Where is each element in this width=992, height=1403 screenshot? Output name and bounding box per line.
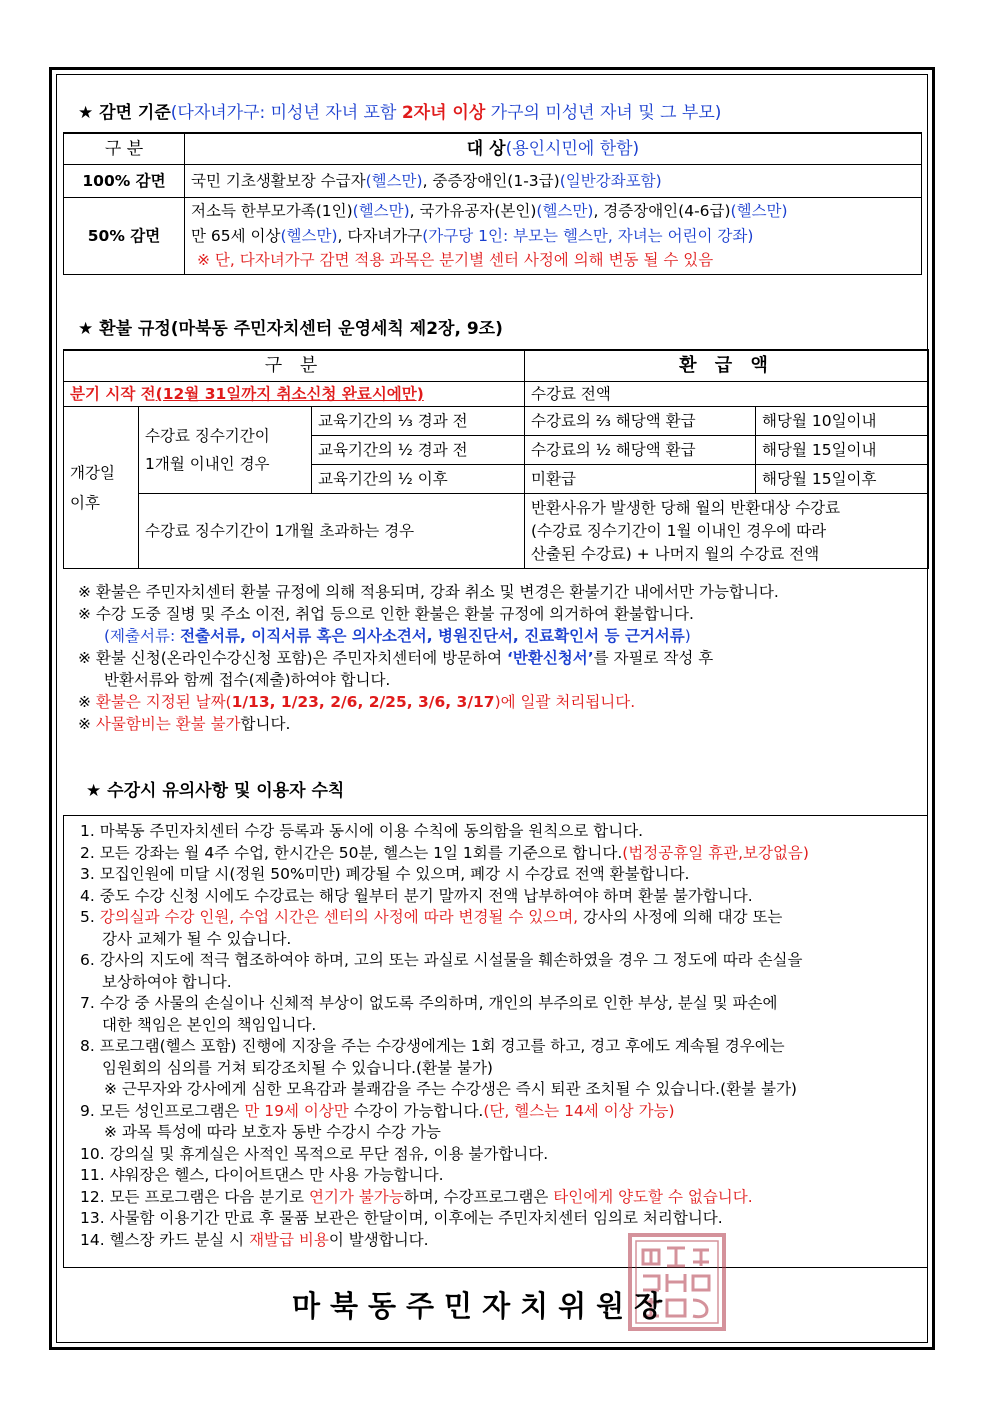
note-2-documents: (제출서류: 전출서류, 이직서류 혹은 의사소견서, 병원진단서, 진료확인서 등 근거서류) xyxy=(104,627,691,645)
refund-header-amount: 환 급 액 xyxy=(525,350,929,382)
usage-rules-title: ★ 수강시 유의사항 및 이용자 수칙 xyxy=(86,781,345,801)
discount-header-category: 구 분 xyxy=(64,133,185,165)
refund-when-2: 해당월 15일이내 xyxy=(756,436,929,465)
rule-13: 13. 사물함 이용기간 만료 후 물품 보관은 한달이며, 이후에는 주민자치센터 임의로 처리합니다. xyxy=(80,1209,723,1227)
rule-6: 6. 강사의 지도에 적극 협조하여야 하며, 고의 또는 과실로 시설물을 훼손하였을 경우 그 정도에 따라 손실을 xyxy=(80,951,803,969)
rule-7: 7. 수강 중 사물의 손실이나 신체적 부상이 없도록 주의하며, 개인의 부주의로 인한 부상, 분실 및 파손에 xyxy=(80,994,778,1012)
refund-amount-1: 수강료의 ⅔ 해당액 환급 xyxy=(525,407,756,436)
rule-1: 1. 마북동 주민자치센터 수강 등록과 동시에 이용 수칙에 동의함을 원칙으로 합니다. xyxy=(80,822,644,840)
discount-50-label: 50% 감면 xyxy=(64,198,185,275)
refund-when-1: 해당월 10일이내 xyxy=(756,407,929,436)
refund-table xyxy=(63,349,929,569)
rule-12: 12. 모든 프로그램은 다음 분기로 연기가 불가능하며, 수강프로그램은 타인에게 양도할 수 없습니다. xyxy=(80,1187,753,1206)
refund-before-amount: 수강료 전액 xyxy=(525,382,929,407)
rule-14: 14. 헬스장 카드 분실 시 재발급 비용이 발생합니다. xyxy=(80,1230,429,1249)
note-3-cont: 반환서류와 함께 접수(제출)하여야 합니다. xyxy=(104,671,391,689)
refund-cond-1: 교육기간의 ⅓ 경과 전 xyxy=(312,407,525,436)
discount-100-label: 100% 감면 xyxy=(64,165,185,198)
refund-header-category: 구 분 xyxy=(64,350,525,382)
refund-cond-3: 교육기간의 ½ 이후 xyxy=(312,465,525,494)
rule-11: 11. 샤워장은 헬스, 다이어트댄스 만 사용 가능합니다. xyxy=(80,1166,444,1184)
rule-8: 8. 프로그램(헬스 포함) 진행에 지장을 주는 수강생에게는 1회 경고를 하고, 경고 후에도 계속될 경우에는 xyxy=(80,1037,785,1055)
refund-rules-title: ★ 환불 규정(마북동 주민자치센터 운영세칙 제2장, 9조) xyxy=(78,319,503,339)
rule-8-note: ※ 근무자와 강사에게 심한 모욕감과 불쾌감을 주는 수강생은 즉시 퇴관 조치될 수 있습니다.(환불 불가) xyxy=(104,1080,797,1098)
refund-before-start: 분기 시작 전(12월 31일까지 취소신청 완료시에만) xyxy=(64,382,525,407)
refund-when-3: 해당월 15일이후 xyxy=(756,465,929,494)
discount-table xyxy=(63,132,922,275)
rule-9: 9. 모든 성인프로그램은 만 19세 이상만 수강이 가능합니다.(단, 헬스는 14세 이상 가능) xyxy=(80,1101,675,1120)
rule-7-cont: 대한 책임은 본인의 책임입니다. xyxy=(102,1015,317,1034)
note-3: ※ 환불 신청(온라인수강신청 포함)은 주민자치센터에 방문하여 ‘반환신청서’를 자필로 작성 후 xyxy=(78,649,714,667)
discount-100-target: 국민 기초생활보장 수급자(헬스만), 중증장애인(1-3급)(일반강좌포함) xyxy=(185,165,922,198)
rule-10: 10. 강의실 및 휴게실은 사적인 목적으로 무단 점유, 이용 불가합니다. xyxy=(80,1144,549,1163)
note-5: ※ 사물함비는 환불 불가합니다. xyxy=(78,715,291,733)
rule-5-cont: 강사 교체가 될 수 있습니다. xyxy=(102,929,292,948)
refund-within-month-label: 수강료 징수기간이 1개월 이내인 경우 xyxy=(139,407,312,494)
rule-5: 5. 강의실과 수강 인원, 수업 시간은 센터의 사정에 따라 변경될 수 있으며, 강사의 사정에 의해 대강 또는 xyxy=(80,908,783,926)
multi-child-note: ※ 단, 다자녀가구 감면 적용 과목은 분기별 센터 사정에 의해 변동 될 수 있음 xyxy=(197,251,714,270)
discount-header-target: 대 상(용인시민에 한함) xyxy=(185,133,922,165)
refund-amount-3: 미환급 xyxy=(525,465,756,494)
refund-cond-2: 교육기간의 ½ 경과 전 xyxy=(312,436,525,465)
refund-over-month-label: 수강료 징수기간이 1개월 초과하는 경우 xyxy=(139,494,525,569)
refund-over-month-amount: 반환사유가 발생한 당해 월의 반환대상 수강료 (수강료 징수기간이 1월 이내인 경우에 따라 산출된 수강료) + 나머지 월의 수강료 전액 xyxy=(525,494,929,569)
rule-3: 3. 모집인원에 미달 시(정원 50%미만) 폐강될 수 있으며, 폐강 시 수강료 전액 환불합니다. xyxy=(80,865,690,883)
rule-9-note: ※ 과목 특성에 따라 보호자 동반 수강시 수강 가능 xyxy=(104,1123,441,1141)
rule-4: 4. 중도 수강 신청 시에도 수강료는 해당 월부터 분기 말까지 전액 납부하여야 하며 환불 불가합니다. xyxy=(80,886,753,905)
refund-notes xyxy=(78,581,779,735)
refund-after-start-label: 개강일 이후 xyxy=(64,407,139,569)
discount-criteria-title: ★ 감면 기준(다자녀가구: 미성년 자녀 포함 2자녀 이상 가구의 미성년 자녀 및 그 부모) xyxy=(78,103,722,123)
note-1: ※ 환불은 주민자치센터 환불 규정에 의해 적용되며, 강좌 취소 및 변경은 환불기간 내에서만 가능합니다. xyxy=(78,583,779,601)
signature-committee-chair: 마북동주민자치위원장 xyxy=(292,1289,673,1323)
discount-50-target: 저소득 한부모가족(1인)(헬스만), 국가유공자(본인)(헬스만), 경증장애인(4-6급)(헬스만) 만 65세 이상(헬스만), 다자녀가구(가구당 1인: 부모는 헬스만, 자녀는 어린이 강좌) ※ 단, 다자녀가구 감면 적용 과목은 분기별 센터 사정에 의해 변동 될 수 있음 xyxy=(185,198,922,275)
note-2: ※ 수강 도중 질병 및 주소 이전, 취업 등으로 인한 환불은 환불 규정에 의거하여 환불합니다. xyxy=(78,605,694,623)
usage-rules-list xyxy=(80,821,809,1251)
rule-6-cont: 보상하여야 합니다. xyxy=(102,972,232,991)
rule-2: 2. 모든 강좌는 월 4주 수업, 한시간은 50분, 헬스는 1일 1회를 기준으로 합니다.(법정공휴일 휴관,보강없음) xyxy=(80,843,809,862)
note-4: ※ 환불은 지정된 날짜(1/13, 1/23, 2/6, 2/25, 3/6, 3/17)에 일괄 처리됩니다. xyxy=(78,693,636,711)
refund-amount-2: 수강료의 ½ 해당액 환급 xyxy=(525,436,756,465)
rule-8-cont: 임원회의 심의를 거쳐 퇴강조치될 수 있습니다.(환불 불가) xyxy=(102,1058,493,1077)
